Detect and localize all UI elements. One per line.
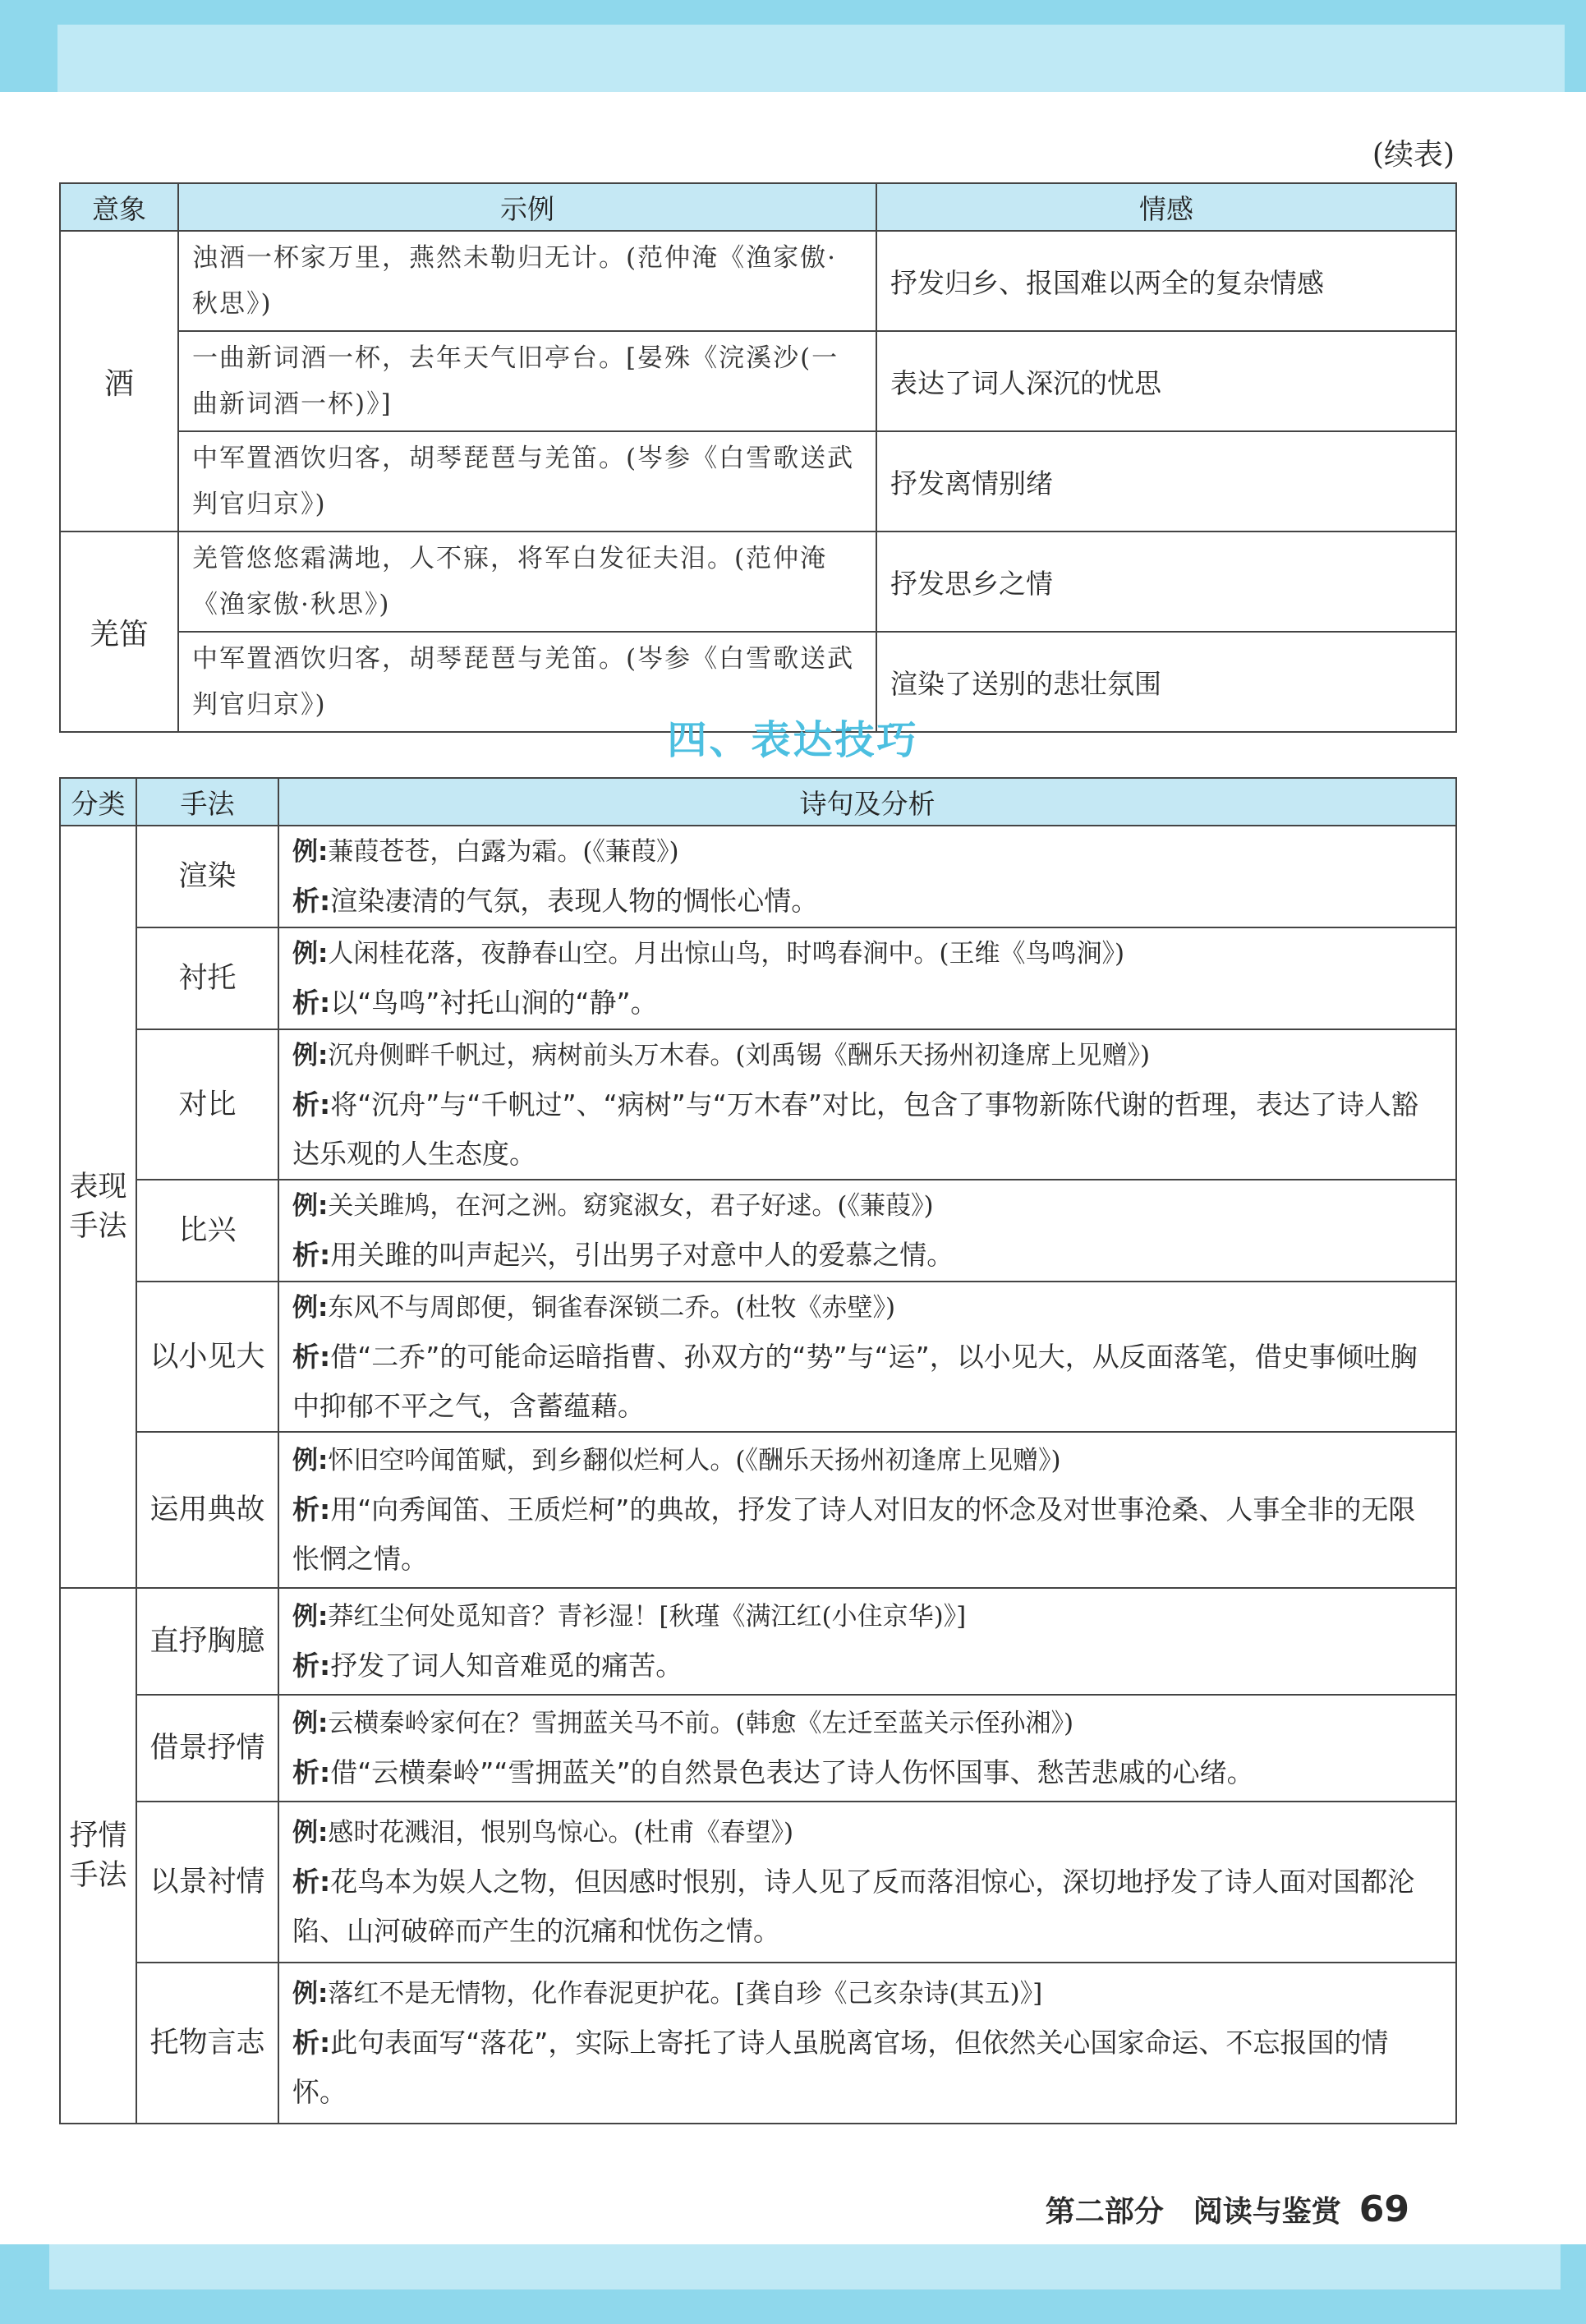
example-text: 怀旧空吟闻笛赋，到乡翻似烂柯人。(《酬乐天扬州初逢席上见赠》)	[328, 1446, 1061, 1475]
analysis-cell	[278, 1588, 1456, 1695]
example-text: 关关雎鸠，在河之洲。窈窕淑女，君子好逑。(《蒹葭》)	[328, 1191, 934, 1221]
header-method: 手法	[136, 778, 278, 826]
analysis-label: 析:	[292, 987, 331, 1019]
table-row	[60, 1282, 1456, 1432]
method-cell: 运用典故	[136, 1432, 278, 1588]
analysis-cell	[278, 927, 1456, 1029]
analysis-text: 将“沉舟”与“千帆过”、“病树”与“万木春”对比，包含了事物新陈代谢的哲理，表达了诗人豁达乐观的人生态度。	[292, 1088, 1418, 1170]
example-line	[292, 1808, 1442, 1857]
example-line	[292, 1031, 1442, 1080]
bottom-decor-band	[0, 2244, 1586, 2324]
example-cell: 一曲新词酒一杯，去年天气旧亭台。[晏殊《浣溪沙(一曲新词酒一杯)》]	[178, 331, 876, 431]
analysis-text: 借“云横秦岭”“雪拥蓝关”的自然景色表达了诗人伤怀国事、愁苦悲戚的心绪。	[330, 1756, 1254, 1788]
example-line	[292, 1592, 1442, 1641]
technique-table	[59, 777, 1457, 2124]
example-label: 例:	[292, 1292, 329, 1323]
example-text: 沉舟侧畔千帆过，病树前头万木春。(刘禹锡《酬乐天扬州初逢席上见赠》)	[328, 1040, 1151, 1070]
example-text: 落红不是无情物，化作春泥更护花。[龚自珍《己亥杂诗(其五)》]	[328, 1979, 1043, 2009]
table-row	[60, 826, 1456, 927]
example-line	[292, 1699, 1442, 1748]
example-text: 云横秦岭家何在？雪拥蓝关马不前。(韩愈《左迁至蓝关示侄孙湘》)	[328, 1709, 1074, 1738]
imagery-header-row	[60, 183, 1456, 231]
table-row	[60, 331, 1456, 431]
analysis-text: 渲染凄清的气氛，表现人物的惆怅心情。	[330, 885, 819, 917]
emotion-cell: 抒发思乡之情	[876, 532, 1456, 632]
method-cell: 托物言志	[136, 1963, 278, 2124]
emotion-cell: 抒发离情别绪	[876, 431, 1456, 532]
header-emotion: 情感	[876, 183, 1456, 231]
table-row	[60, 1029, 1456, 1180]
example-label: 例:	[292, 1040, 329, 1070]
example-cell: 浊酒一杯家万里，燕然未勒归无计。(范仲淹《渔家傲·秋思》)	[178, 231, 876, 331]
analysis-cell	[278, 1029, 1456, 1180]
method-cell: 衬托	[136, 927, 278, 1029]
analysis-cell	[278, 1695, 1456, 1802]
analysis-label: 析:	[292, 2027, 331, 2059]
table-row	[60, 231, 1456, 331]
analysis-line	[292, 1485, 1442, 1584]
analysis-line	[292, 1641, 1442, 1691]
analysis-line	[292, 1857, 1442, 1956]
table-row	[60, 1802, 1456, 1963]
example-label: 例:	[292, 939, 329, 969]
table-row	[60, 927, 1456, 1029]
example-text: 人闲桂花落，夜静春山空。月出惊山鸟，时鸣春涧中。(王维《鸟鸣涧》)	[328, 939, 1125, 969]
analysis-label: 析:	[292, 1239, 331, 1271]
example-line	[292, 1969, 1442, 2018]
analysis-text: 此句表面写“落花”，实际上寄托了诗人虽脱离官场，但依然关心国家命运、不忘报国的情怀。	[292, 2027, 1389, 2108]
header-analysis: 诗句及分析	[278, 778, 1456, 826]
table-row	[60, 431, 1456, 532]
example-label: 例:	[292, 1446, 329, 1475]
table-row	[60, 1963, 1456, 2124]
table-row	[60, 1180, 1456, 1282]
analysis-cell	[278, 826, 1456, 927]
analysis-cell	[278, 1802, 1456, 1963]
analysis-cell	[278, 1432, 1456, 1588]
emotion-cell: 表达了词人深沉的忧思	[876, 331, 1456, 431]
example-line	[292, 1283, 1442, 1332]
table-row	[60, 1695, 1456, 1802]
analysis-cell	[278, 1963, 1456, 2124]
example-cell: 羌管悠悠霜满地，人不寐，将军白发征夫泪。(范仲淹《渔家傲·秋思》)	[178, 532, 876, 632]
example-label: 例:	[292, 837, 329, 867]
analysis-line	[292, 1231, 1442, 1280]
emotion-cell: 渲染了送别的悲壮氛围	[876, 632, 1456, 732]
example-text: 莽红尘何处觅知音？青衫湿！[秋瑾《满江红(小住京华)》]	[328, 1602, 967, 1631]
analysis-text: 用关雎的叫声起兴，引出男子对意中人的爱慕之情。	[330, 1239, 954, 1271]
method-cell: 比兴	[136, 1180, 278, 1282]
analysis-label: 析:	[292, 885, 331, 917]
method-cell: 渲染	[136, 826, 278, 927]
header-imagery: 意象	[60, 183, 178, 231]
example-text: 感时花溅泪，恨别鸟惊心。(杜甫《春望》)	[328, 1818, 794, 1848]
category-cell-lyric: 抒情手法	[60, 1588, 136, 2124]
analysis-text: 花鸟本为娱人之物，但因感时恨别，诗人见了反而落泪惊心，深切地抒发了诗人面对国都沦陷、山河破碎而产生的沉痛和忧伤之情。	[292, 1866, 1415, 1947]
section-title: 四、表达技巧	[667, 717, 919, 763]
analysis-line	[292, 2018, 1442, 2117]
example-line	[292, 929, 1442, 978]
example-label: 例:	[292, 1602, 329, 1631]
example-label: 例:	[292, 1979, 329, 2009]
analysis-cell	[278, 1282, 1456, 1432]
analysis-label: 析:	[292, 1340, 331, 1373]
analysis-label: 析:	[292, 1493, 331, 1526]
method-cell: 以景衬情	[136, 1802, 278, 1963]
method-cell: 借景抒情	[136, 1695, 278, 1802]
analysis-line	[292, 1332, 1442, 1431]
analysis-line	[292, 978, 1442, 1028]
table-row	[60, 1432, 1456, 1588]
example-label: 例:	[292, 1709, 329, 1738]
example-label: 例:	[292, 1818, 329, 1848]
analysis-cell	[278, 1180, 1456, 1282]
header-example: 示例	[178, 183, 876, 231]
imagery-table	[59, 182, 1457, 733]
analysis-line	[292, 1080, 1442, 1179]
example-cell: 中军置酒饮归客，胡琴琵琶与羌笛。(岑参《白雪歌送武判官归京》)	[178, 431, 876, 532]
imagery-cell-wine: 酒	[60, 231, 178, 532]
analysis-text: 用“向秀闻笛、王质烂柯”的典故，抒发了诗人对旧友的怀念及对世事沧桑、人事全非的无限怅惘之情。	[292, 1493, 1416, 1575]
example-line	[292, 827, 1442, 877]
page-number: 69	[1358, 2188, 1409, 2230]
header-category: 分类	[60, 778, 136, 826]
example-text: 蒹葭苍苍，白露为霜。(《蒹葭》)	[328, 837, 679, 867]
method-cell: 对比	[136, 1029, 278, 1180]
category-cell-expression: 表现手法	[60, 826, 136, 1588]
top-decor-band	[0, 0, 1586, 92]
example-cell: 中军置酒饮归客，胡琴琵琶与羌笛。(岑参《白雪歌送武判官归京》)	[178, 632, 876, 732]
example-label: 例:	[292, 1191, 329, 1221]
analysis-line	[292, 877, 1442, 926]
method-cell: 以小见大	[136, 1282, 278, 1432]
example-text: 东风不与周郎便，铜雀春深锁二乔。(杜牧《赤壁》)	[328, 1292, 896, 1323]
analysis-label: 析:	[292, 1756, 331, 1788]
page-footer	[1046, 2188, 1409, 2230]
table-row	[60, 532, 1456, 632]
continued-label: (续表)	[1372, 138, 1455, 172]
analysis-text: 借“二乔”的可能命运暗指曹、孙双方的“势”与“运”，以小见大，从反面落笔，借史事倾吐胸中抑郁不平之气，含蓄蕴藉。	[292, 1340, 1418, 1422]
footer-section: 第二部分 阅读与鉴赏	[1045, 2195, 1341, 2229]
analysis-line	[292, 1748, 1442, 1797]
technique-header-row	[60, 778, 1456, 826]
analysis-label: 析:	[292, 1650, 331, 1682]
emotion-cell: 抒发归乡、报国难以两全的复杂情感	[876, 231, 1456, 331]
example-line	[292, 1181, 1442, 1231]
analysis-text: 抒发了词人知音难觅的痛苦。	[330, 1650, 683, 1682]
table-row	[60, 1588, 1456, 1695]
imagery-cell-flute: 羌笛	[60, 532, 178, 732]
analysis-label: 析:	[292, 1866, 331, 1898]
method-cell: 直抒胸臆	[136, 1588, 278, 1695]
example-line	[292, 1436, 1442, 1485]
analysis-label: 析:	[292, 1088, 331, 1121]
analysis-text: 以“鸟鸣”衬托山涧的“静”。	[330, 987, 658, 1019]
